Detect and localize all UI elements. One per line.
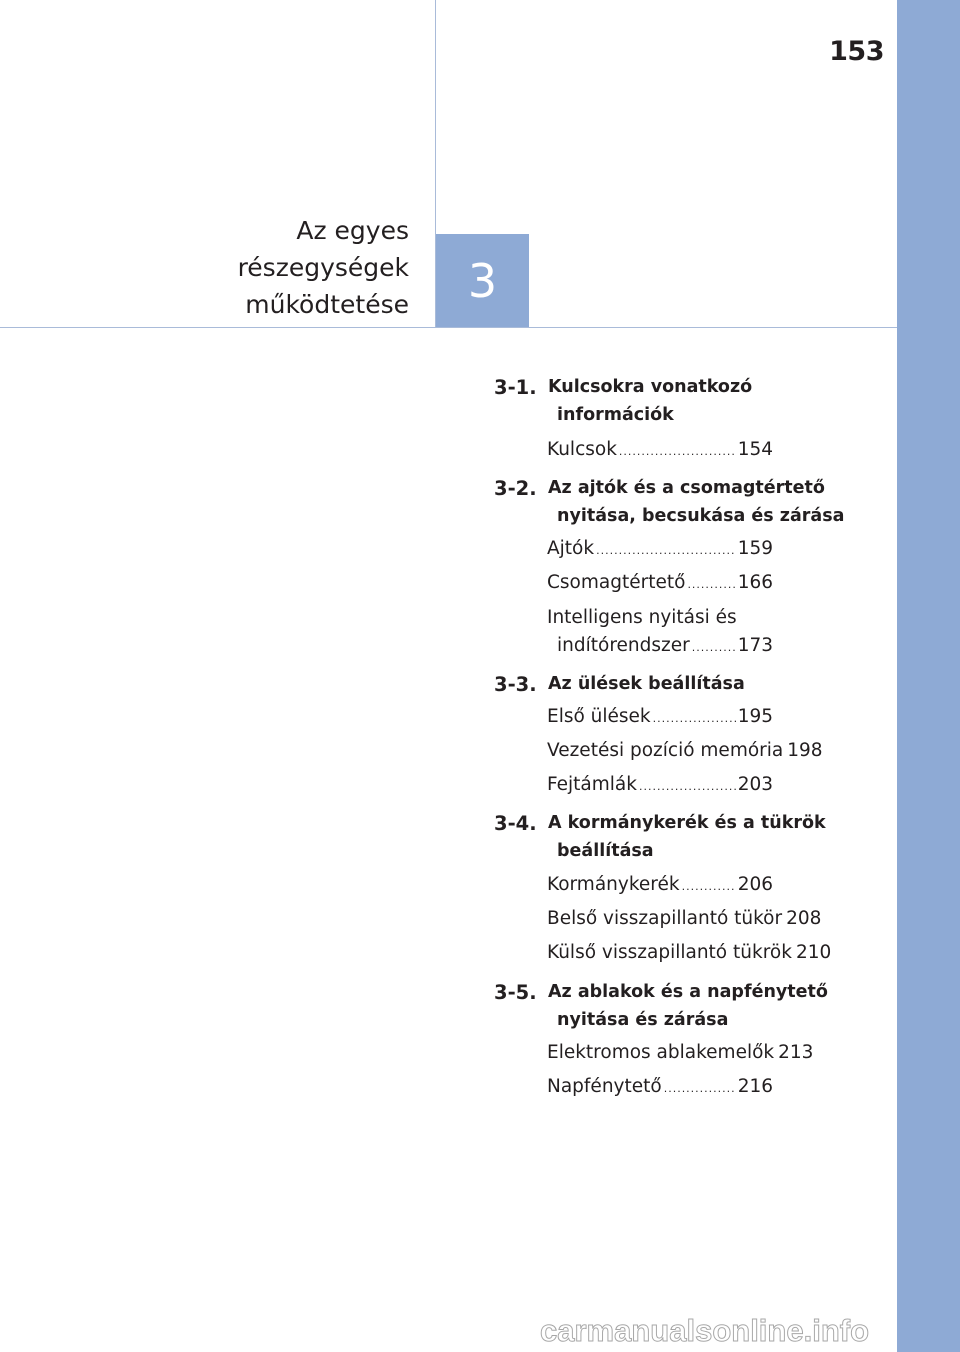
toc-entry-title: Első ülések bbox=[547, 706, 651, 727]
toc-entry[interactable] bbox=[557, 635, 773, 656]
toc-entry-page: 173 bbox=[737, 635, 773, 656]
toc-entry-title-cont: indítórendszer bbox=[557, 635, 690, 656]
toc-entry-page: 206 bbox=[737, 874, 773, 895]
toc-entry[interactable] bbox=[547, 439, 773, 460]
chapter-title-line-3: működtetése bbox=[245, 290, 409, 319]
toc-entry[interactable] bbox=[547, 774, 773, 795]
toc-entry-title: Kormánykerék bbox=[547, 874, 680, 895]
dot-leader bbox=[664, 1082, 736, 1095]
toc-entry[interactable] bbox=[547, 1042, 814, 1063]
toc-entry[interactable] bbox=[547, 908, 822, 929]
svg-text:carmanualsonline.info: carmanualsonline.info bbox=[540, 1313, 870, 1348]
toc-entry-title: Fejtámlák bbox=[547, 774, 637, 795]
toc-entry-title[interactable]: Intelligens nyitási és bbox=[547, 607, 737, 628]
chapter-number: 3 bbox=[467, 253, 498, 308]
toc-entry-title: Napfénytető bbox=[547, 1076, 662, 1097]
toc-entry-title: Vezetési pozíció memória bbox=[547, 740, 784, 761]
toc-entry-title: Külső visszapillantó tükrök bbox=[547, 942, 792, 963]
toc-entry-page: 154 bbox=[737, 439, 773, 460]
section-number: 3-1. bbox=[494, 376, 537, 399]
toc-entry-page: 198 bbox=[787, 740, 823, 761]
watermark bbox=[540, 1308, 930, 1348]
section-title-cont: információk bbox=[557, 405, 674, 425]
section-number: 3-4. bbox=[494, 812, 537, 835]
section-number: 3-2. bbox=[494, 477, 537, 500]
section-title: Az ablakok és a napfénytető bbox=[548, 982, 828, 1002]
dot-leader bbox=[682, 880, 736, 893]
toc-entry[interactable] bbox=[547, 740, 823, 761]
toc-entry-title: Csomagtértető bbox=[547, 572, 686, 593]
toc-entry[interactable] bbox=[547, 942, 832, 963]
toc-entry-title: Elektromos ablakemelők bbox=[547, 1042, 775, 1063]
section-title: Az ülések beállítása bbox=[548, 674, 745, 694]
toc-entry-page: 166 bbox=[737, 572, 773, 593]
toc-entry-page: 195 bbox=[737, 706, 773, 727]
toc-entry-page: 208 bbox=[786, 908, 822, 929]
page-number: 153 bbox=[829, 36, 884, 67]
toc-entry-page: 159 bbox=[737, 538, 773, 559]
toc-entry-page: 216 bbox=[737, 1076, 773, 1097]
chapter-title-line-1: Az egyes bbox=[296, 216, 409, 245]
section-number: 3-3. bbox=[494, 673, 537, 696]
toc-entry[interactable] bbox=[547, 706, 773, 727]
dot-leader bbox=[653, 712, 736, 725]
toc-entry[interactable] bbox=[547, 874, 773, 895]
dot-leader bbox=[596, 544, 736, 557]
section-title: Kulcsokra vonatkozó bbox=[548, 377, 753, 397]
side-tab-bar bbox=[897, 0, 960, 1352]
dot-leader bbox=[639, 780, 736, 793]
section-title-cont: beállítása bbox=[557, 841, 654, 861]
section-title-cont: nyitása, becsukása és zárása bbox=[557, 506, 845, 526]
section-title: Az ajtók és a csomagtértető bbox=[548, 478, 825, 498]
toc-entry[interactable] bbox=[547, 538, 773, 559]
chapter-title-line-2: részegységek bbox=[237, 253, 409, 282]
toc-entry[interactable] bbox=[547, 572, 773, 593]
toc-entry-page: 203 bbox=[737, 774, 773, 795]
toc-entry-title: Kulcsok bbox=[547, 439, 617, 460]
dot-leader bbox=[619, 445, 736, 458]
toc-entry-title: Ajtók bbox=[547, 538, 595, 559]
section-title: A kormánykerék és a tükrök bbox=[548, 813, 826, 833]
toc-entry-title: Belső visszapillantó tükör bbox=[547, 908, 783, 929]
dot-leader bbox=[692, 641, 736, 654]
toc-entry-page: 210 bbox=[795, 942, 832, 963]
section-title-cont: nyitása és zárása bbox=[557, 1010, 729, 1030]
toc-entry-page: 213 bbox=[778, 1042, 814, 1063]
section-number: 3-5. bbox=[494, 981, 537, 1004]
toc-entry[interactable] bbox=[547, 1076, 773, 1097]
dot-leader bbox=[687, 578, 735, 591]
